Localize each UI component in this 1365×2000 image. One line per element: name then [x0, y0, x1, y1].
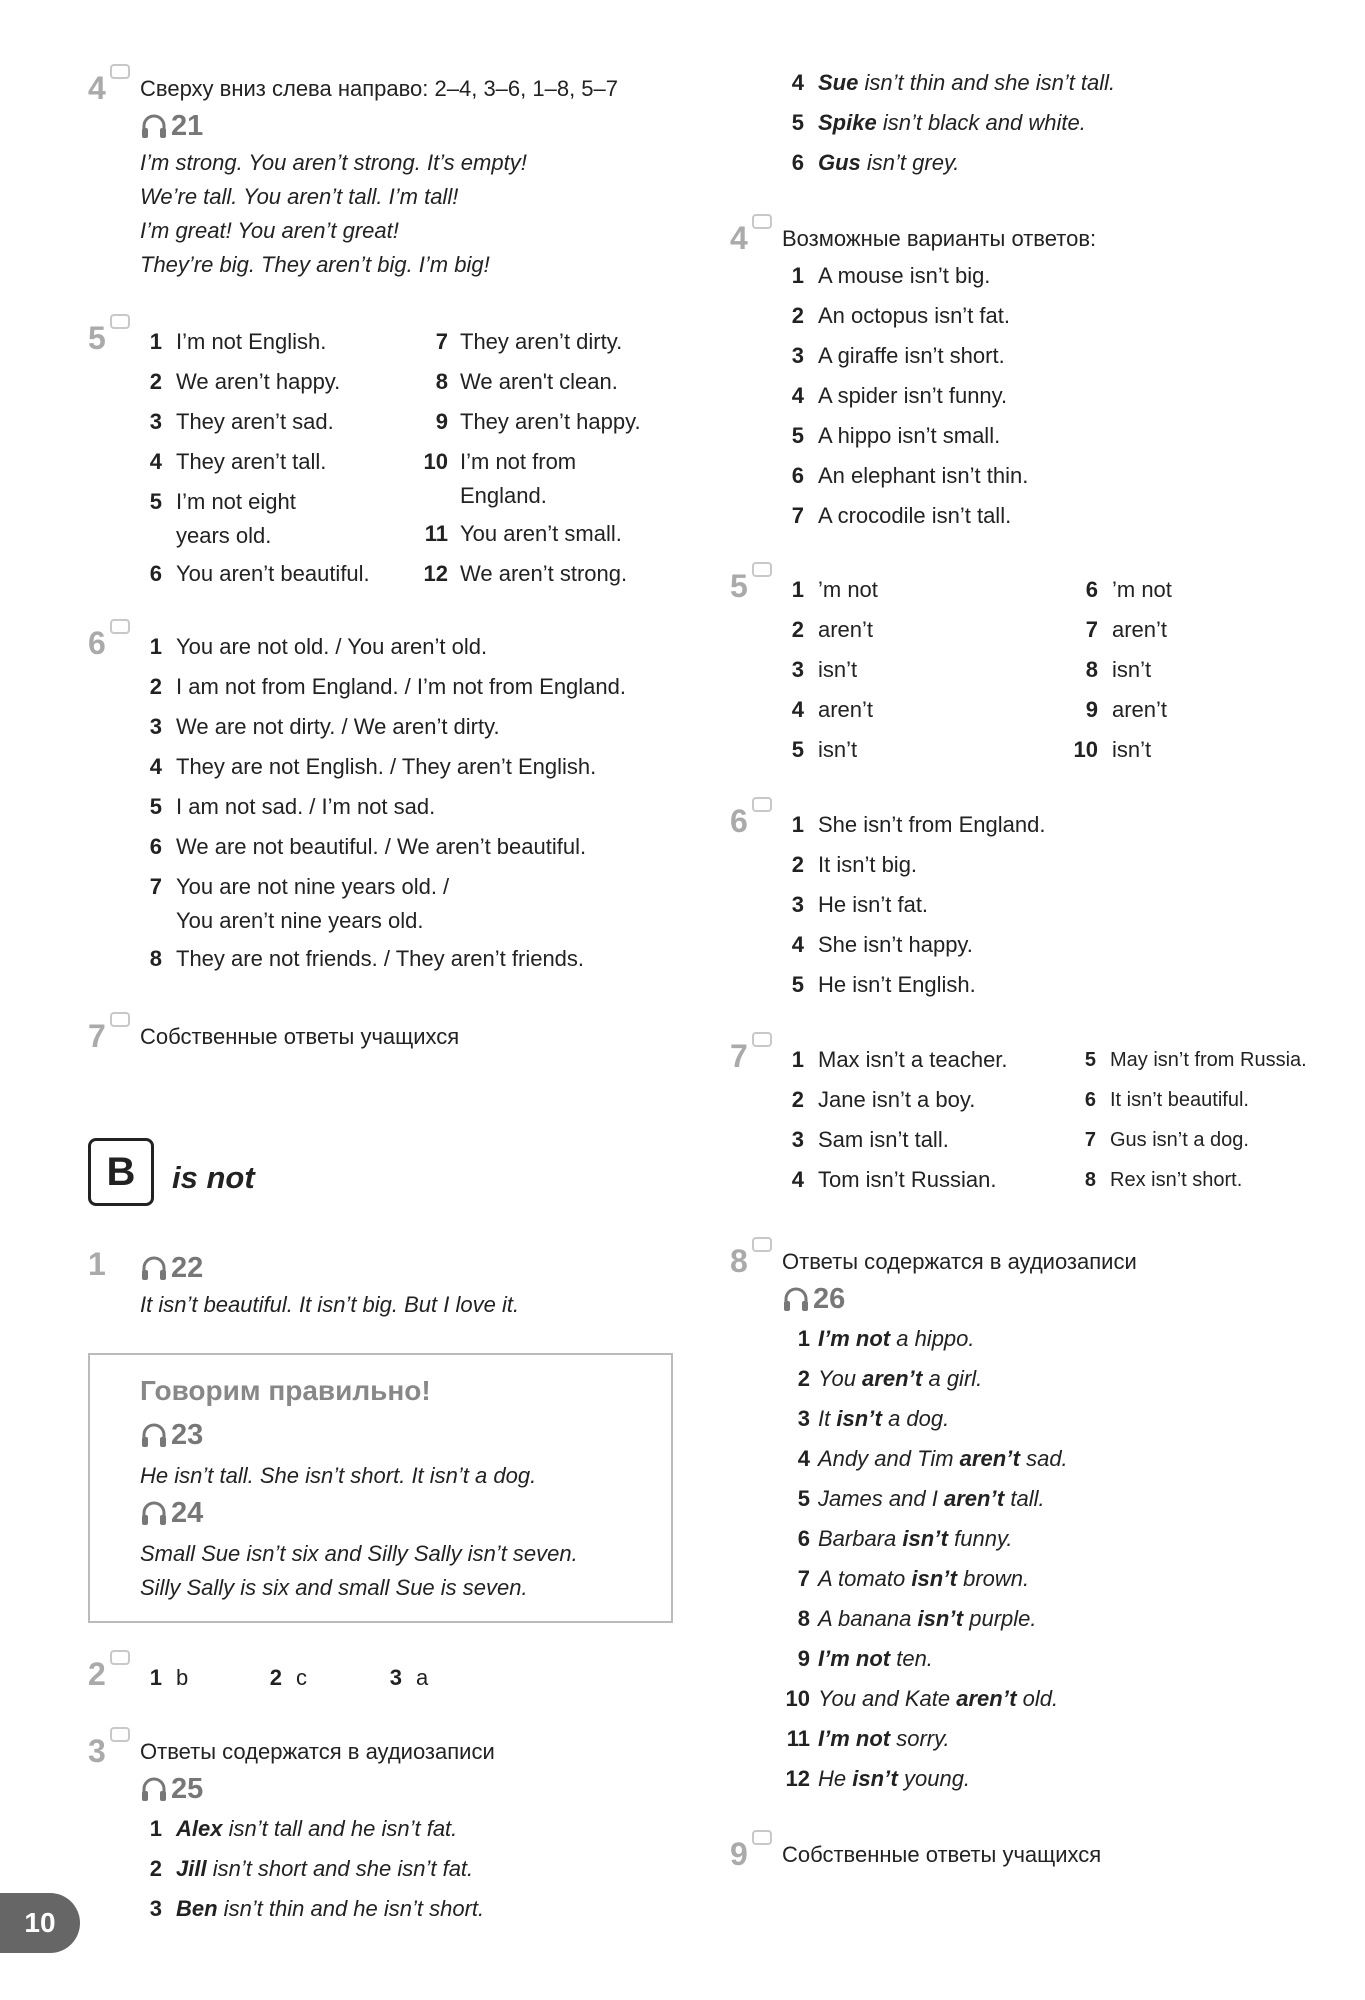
exercise-number: 6: [88, 627, 106, 659]
list-item: 3 isn’t: [791, 657, 858, 682]
list-item: 7 They aren’t dirty.: [435, 329, 623, 354]
list-item: 12 We aren’t strong.: [423, 561, 628, 586]
instruction: Ответы содержатся в аудиозаписи: [782, 1249, 1137, 1274]
exercise-number: 4: [88, 72, 106, 104]
list-item: 6 Barbara isn’t funny.: [797, 1526, 1013, 1551]
list-item: 1 You are not old. / You aren’t old.: [149, 634, 488, 659]
list-item: 9 They aren’t happy.: [435, 409, 641, 434]
speech-bubble-icon: [110, 314, 130, 329]
list-item: 5 I am not sad. / I’m not sad.: [149, 794, 436, 819]
audio-track: 24: [140, 1493, 578, 1533]
speech-bubble-icon: [752, 214, 772, 229]
headphones-icon: [140, 1776, 168, 1802]
speech-bubble-icon: [110, 619, 130, 634]
speech-bubble-icon: [752, 1032, 772, 1047]
instruction: Собственные ответы учащихся: [140, 1024, 460, 1049]
list-item: 7 aren’t: [1085, 617, 1168, 642]
list-item: 4 They aren’t tall.: [149, 449, 327, 474]
list-item: 8 Rex isn’t short.: [1084, 1169, 1243, 1191]
list-item: 6 You aren’t beautiful.: [149, 561, 370, 586]
section-title: is not: [172, 1160, 255, 1195]
text-line: Small Sue isn’t six and Silly Sally isn’t seven.: [140, 1541, 578, 1566]
list-item: 5 Spike isn’t black and white.: [791, 110, 1086, 135]
list-item: 12 He isn’t young.: [785, 1766, 971, 1791]
list-item: 5 isn’t: [791, 737, 858, 762]
text-line: I’m great! You aren’t great!: [140, 218, 399, 243]
text-line: Silly Sally is six and small Sue is seven.: [140, 1575, 528, 1600]
list-item: 1 A mouse isn’t big.: [791, 263, 991, 288]
audio-track: 26: [782, 1279, 1322, 1319]
list-item: 1 I’m not English.: [149, 329, 327, 354]
list-item: 3 They aren’t sad.: [149, 409, 334, 434]
list-item: 3 a: [389, 1665, 429, 1690]
list-item: 9 aren’t: [1085, 697, 1168, 722]
speech-bubble-icon: [752, 562, 772, 577]
list-item: 8 isn’t: [1085, 657, 1152, 682]
list-item: 1 Max isn’t a teacher.: [791, 1047, 1008, 1072]
list-item: 7 A tomato isn’t brown.: [797, 1566, 1030, 1591]
headphones-icon: [140, 113, 168, 139]
audio-track: [140, 106, 618, 146]
list-item: 1 Alex isn’t tall and he isn’t fat.: [149, 1816, 458, 1841]
list-item: 7 A crocodile isn’t tall.: [791, 503, 1012, 528]
list-item: 4 They are not English. / They aren’t English.: [149, 754, 597, 779]
list-item: 2 You aren’t a girl.: [797, 1366, 983, 1391]
exercise-number: 1: [88, 1246, 106, 1282]
speech-bubble-icon: [110, 1727, 130, 1742]
list-item: 2 We aren’t happy.: [149, 369, 341, 394]
exercise-number: 5: [730, 570, 748, 602]
list-item: 2 An octopus isn’t fat.: [791, 303, 1010, 328]
list-item: 2 It isn’t big.: [791, 852, 918, 877]
list-item: 8 A banana isn’t purple.: [797, 1606, 1037, 1631]
audio-number: 21: [171, 110, 204, 142]
list-item: 2 aren’t: [791, 617, 874, 642]
text-line: We’re tall. You aren’t tall. I’m tall!: [140, 184, 459, 209]
instruction: Возможные варианты ответов:: [782, 226, 1097, 251]
list-item: 3 A giraffe isn’t short.: [791, 343, 1005, 368]
audio-track: 22: [140, 1248, 519, 1288]
speech-bubble-icon: [110, 1012, 130, 1027]
list-item: 4 She isn’t happy.: [791, 932, 973, 957]
list-item: 1 ’m not: [791, 577, 878, 602]
list-item: 8 They are not friends. / They aren’t friends.: [149, 946, 585, 971]
list-item: 10 I’m not from England.: [423, 449, 577, 508]
audio-track: 23: [140, 1415, 578, 1455]
text-line: It isn’t beautiful. It isn’t big. But I love it.: [140, 1292, 520, 1317]
list-item: 3 It isn’t a dog.: [797, 1406, 950, 1431]
list-item: 7 Gus isn’t a dog.: [1084, 1129, 1249, 1151]
exercise-number: 3: [88, 1735, 106, 1767]
list-item: 5 May isn’t from Russia.: [1084, 1049, 1307, 1071]
page-number: 10: [0, 1893, 80, 1953]
list-item: 2 c: [269, 1665, 307, 1690]
exercise-number: 7: [730, 1040, 748, 1072]
headphones-icon: [782, 1286, 810, 1312]
text-line: They’re big. They aren’t big. I’m big!: [140, 252, 490, 277]
list-item: 3 Ben isn’t thin and he isn’t short.: [149, 1896, 485, 1921]
headphones-icon: [140, 1422, 168, 1448]
text-line: I’m strong. You aren’t strong. It’s empty!: [140, 150, 527, 175]
headphones-icon: [140, 1255, 168, 1281]
exercise-number: 2: [88, 1658, 106, 1690]
list-item: 6 It isn’t beautiful.: [1084, 1089, 1249, 1111]
list-item: 6 An elephant isn’t thin.: [791, 463, 1029, 488]
list-item: 5 A hippo isn’t small.: [791, 423, 1001, 448]
list-item: 2 Jane isn’t a boy.: [791, 1087, 976, 1112]
instruction: Сверху вниз слева направо: 2–4, 3–6, 1–8, 5–7: [140, 76, 619, 101]
exercise-number: 4: [730, 222, 748, 254]
list-item: 10 You and Kate aren’t old.: [785, 1686, 1059, 1711]
list-item: 7 You are not nine years old. / You aren’t nine years old.: [149, 874, 450, 933]
list-item: 4 aren’t: [791, 697, 874, 722]
list-item: 6 Gus isn’t grey.: [791, 150, 960, 175]
box-heading: Говорим правильно!: [140, 1375, 431, 1406]
list-item: 10 isn’t: [1073, 737, 1152, 762]
list-item: 8 We aren't clean.: [435, 369, 618, 394]
list-item: 1 She isn’t from England.: [791, 812, 1046, 837]
list-item: 9 I’m not ten.: [797, 1646, 933, 1671]
speech-bubble-icon: [752, 797, 772, 812]
list-item: 2 I am not from England. / I’m not from England.: [149, 674, 626, 699]
exercise-number: 8: [730, 1245, 748, 1277]
list-item: 1 b: [149, 1665, 189, 1690]
list-item: 3 Sam isn’t tall.: [791, 1127, 949, 1152]
list-item: 6 We are not beautiful. / We aren’t beautiful.: [149, 834, 587, 859]
speech-bubble-icon: [752, 1830, 772, 1845]
list-item: 2 Jill isn’t short and she isn’t fat.: [149, 1856, 474, 1881]
list-item: 4 Tom isn’t Russian.: [791, 1167, 997, 1192]
list-item: 6 ’m not: [1085, 577, 1172, 602]
list-item: 3 We are not dirty. / We aren’t dirty.: [149, 714, 500, 739]
headphones-icon: [140, 1500, 168, 1526]
list-item: 5 I’m not eight years old.: [149, 489, 296, 548]
instruction: Ответы содержатся в аудиозаписи: [140, 1739, 495, 1764]
list-item: 1 I’m not a hippo.: [797, 1326, 975, 1351]
list-item: 3 He isn’t fat.: [791, 892, 929, 917]
text-line: He isn’t tall. She isn’t short. It isn’t a dog.: [140, 1463, 537, 1488]
speech-bubble-icon: [752, 1237, 772, 1252]
pronunciation-box: [88, 1353, 673, 1623]
list-item: 4 A spider isn’t funny.: [791, 383, 1008, 408]
list-item: 5 James and I aren’t tall.: [797, 1486, 1045, 1511]
list-item: 4 Sue isn’t thin and she isn’t tall.: [791, 70, 1116, 95]
list-item: 11 I’m not sorry.: [786, 1726, 950, 1751]
speech-bubble-icon: [110, 1650, 130, 1665]
instruction: Собственные ответы учащихся: [782, 1842, 1102, 1867]
exercise-number: 7: [88, 1020, 106, 1052]
list-item: 4 Andy and Tim aren’t sad.: [797, 1446, 1068, 1471]
exercise-number: 5: [88, 322, 106, 354]
exercise-number: 6: [730, 805, 748, 837]
exercise-number: 9: [730, 1838, 748, 1870]
audio-track: 25: [140, 1769, 680, 1809]
list-item: 5 He isn’t English.: [791, 972, 976, 997]
section-letter: B: [88, 1138, 154, 1206]
list-item: 11 You aren’t small.: [424, 521, 622, 546]
speech-bubble-icon: [110, 64, 130, 79]
